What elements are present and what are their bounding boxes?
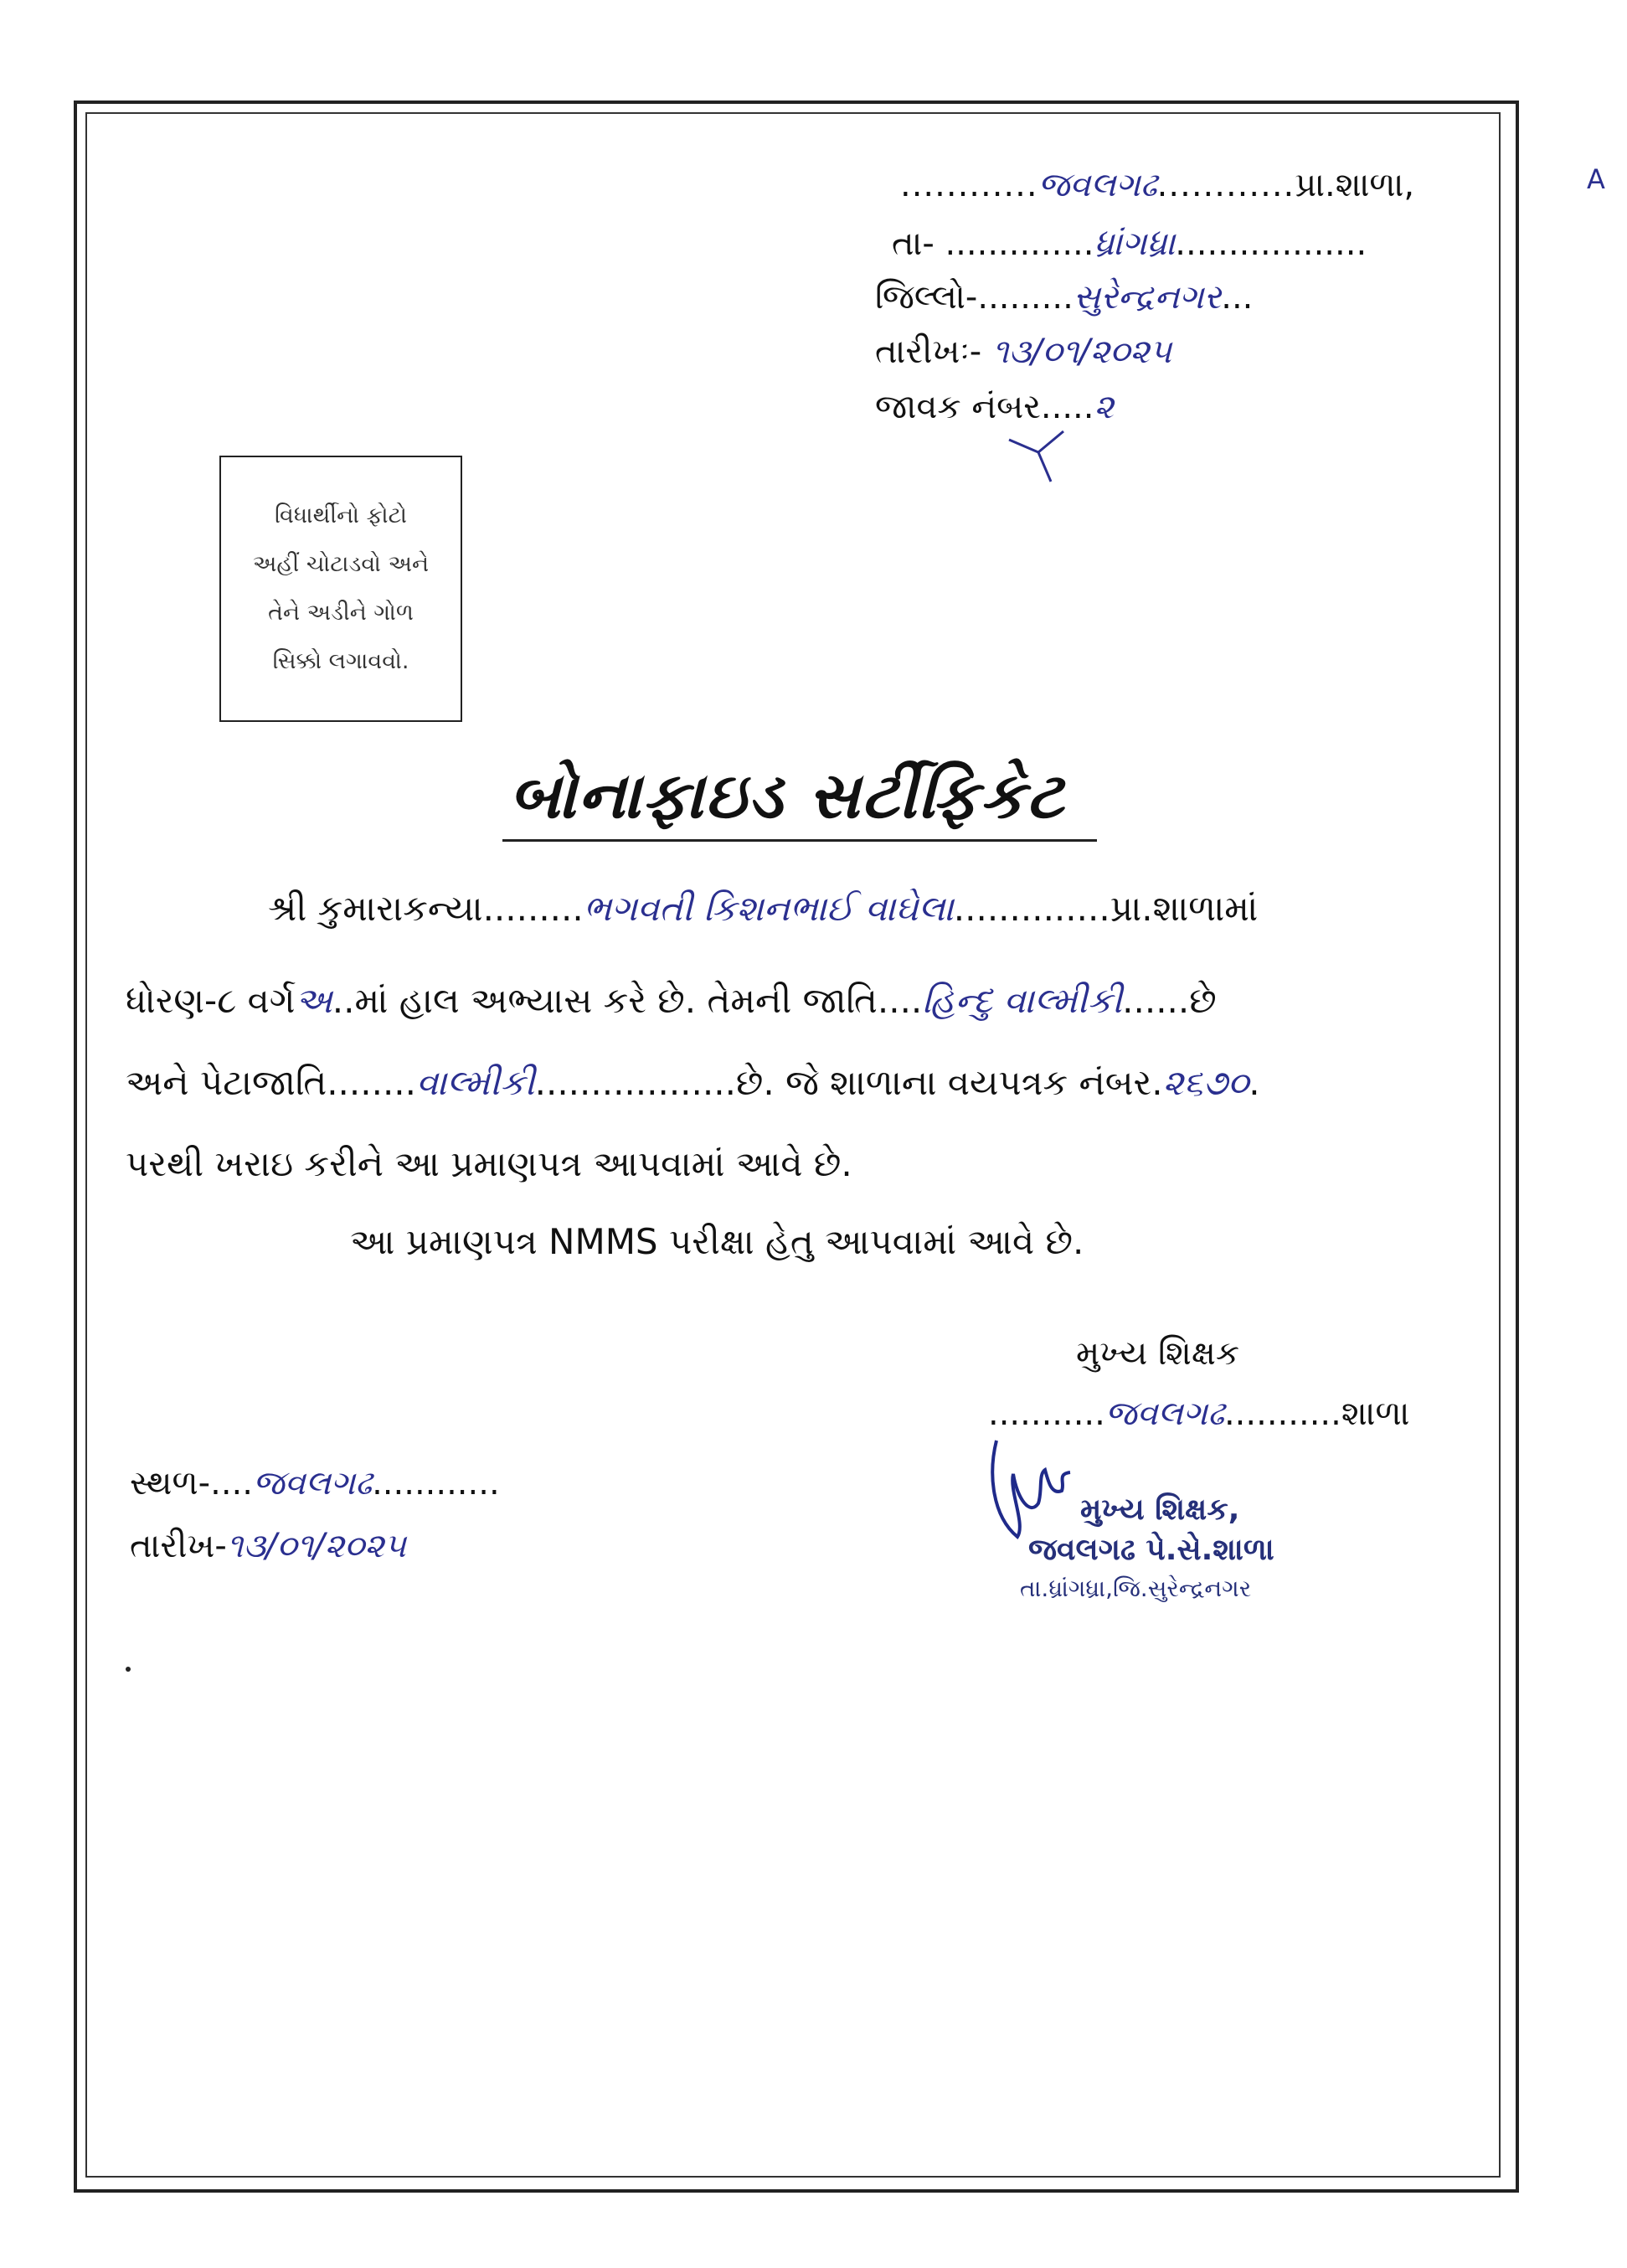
signatory-school: ...........જવલગઢ...........શાળા — [988, 1394, 1410, 1433]
signatory-school-handwritten: જવલગઢ — [1104, 1394, 1224, 1433]
certificate-title: બોનાફાઇડ સર્ટીફિકેટ — [509, 758, 1066, 832]
student-name: ભગવતી કિશનભાઈ વાઘેલા — [583, 888, 954, 929]
title-underline — [502, 839, 1097, 842]
photo-placeholder-box — [219, 456, 462, 722]
place-handwritten: જવલગઢ — [252, 1464, 373, 1503]
body-line-3: અને પેટાજાતિ........વાલ્મીકી..................છે. જે શાળાના વયપત્રક નંબર.૨૬૭૦. — [126, 1062, 1260, 1103]
photo-box-line: વિધાર્થીનો ફોટો — [274, 503, 408, 528]
stray-dot — [126, 1667, 131, 1672]
stamp-line-2: જવલગઢ પે.સે.શાળા — [1028, 1533, 1274, 1567]
date-line: તારીખઃ- ૧૩/૦૧/૨૦૨૫ — [875, 332, 1172, 371]
school-label: પ્રા.શાળા, — [1295, 166, 1415, 204]
taluka-line: તા- ..............ધ્રાંગધ્રા.................. — [892, 224, 1367, 263]
photo-box-line: અહીં ચોટાડવો અને — [252, 551, 430, 577]
footer-date-line: તારીખ-૧૩/૦૧/૨૦૨૫ — [130, 1527, 406, 1565]
date-handwritten: ૧૩/૦૧/૨૦૨૫ — [991, 332, 1172, 371]
register-number: ૨૬૭૦ — [1162, 1062, 1249, 1103]
district-line: જિલ્લો-.........સુરેન્દ્રનગર... — [875, 278, 1254, 317]
body-line-5: આ પ્રમાણપત્ર NMMS પરીક્ષા હેતુ આપવામાં આવે છે. — [350, 1221, 1084, 1262]
corner-mark: A — [1587, 163, 1605, 195]
footer-date-handwritten: ૧૩/૦૧/૨૦૨૫ — [226, 1527, 406, 1565]
body-line-2: ધોરણ-૮ વર્ગઅ..માં હાલ અભ્યાસ કરે છે. તેમની જાતિ....હિન્દુ વાલ્મીકી......છે — [126, 980, 1217, 1021]
body-line-4: પરથી ખરાઇ કરીને આ પ્રમાણપત્ર આપવામાં આવે છે. — [126, 1143, 852, 1184]
caste: હિન્દુ વાલ્મીકી — [922, 980, 1123, 1021]
taluka-handwritten: ધ્રાંગધ્રા — [1094, 224, 1176, 263]
body-line-1: શ્રી કુમારાકન્યા.........ભગવતી કિશનભાઈ વાઘેલા..............પ્રા.શાળામાં — [268, 888, 1259, 929]
outward-handwritten: ૨ — [1094, 388, 1114, 426]
class-division: અ — [295, 980, 332, 1021]
stamp-line-1: મુખ્ય શિક્ષક, — [1080, 1492, 1240, 1527]
school-line: ............જવલગઢ............પ્રા.શાળા, — [900, 166, 1415, 204]
place-line: સ્થળ-....જવલગઢ............ — [130, 1464, 500, 1503]
school-handwritten: જવલગઢ — [1037, 166, 1157, 204]
check-mark-icon — [1005, 423, 1072, 490]
photo-box-line: તેને અડીને ગોળ — [268, 600, 414, 626]
subcaste: વાલ્મીકી — [416, 1062, 535, 1103]
outward-line: જાવક નંબર.....૨ — [875, 388, 1114, 426]
signatory-title: મુખ્ય શિક્ષક — [1076, 1334, 1240, 1373]
photo-box-line: સિક્કો લગાવવો. — [272, 648, 409, 674]
district-handwritten: સુરેન્દ્રનગર — [1073, 278, 1222, 317]
stamp-line-3: તા.ધ્રાંગધ્રા,જિ.સુરેન્દ્રનગર — [1020, 1575, 1252, 1602]
signature-icon — [980, 1424, 1080, 1549]
